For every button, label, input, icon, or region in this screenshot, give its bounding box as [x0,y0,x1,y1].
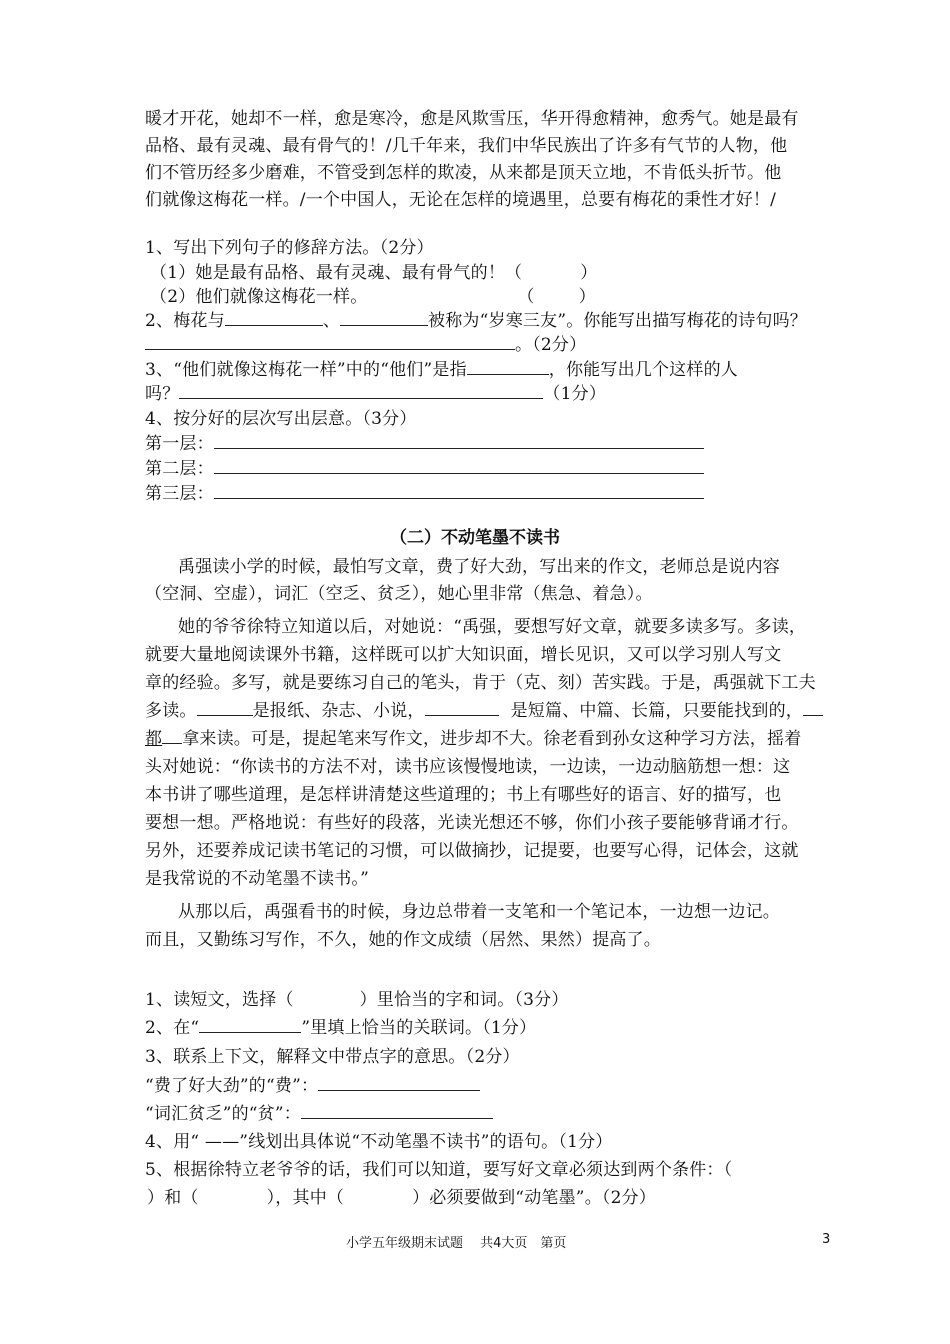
question-text: ）和（ [147,1188,199,1208]
question-text: “费了好大劲”的“费”： [145,1076,319,1096]
fill-blank[interactable] [803,701,823,716]
question-2 [145,306,807,331]
passage-text: 多读。 [145,701,197,721]
question-text: ），其中（ [266,1188,345,1208]
passage-2-line [145,724,801,749]
passage-2-line: 章的经验。多写，就是要练习自己的笔头，肯于（克、刻）苦实践。于是，禹强就下工夫 [145,673,816,693]
bracket-open: （ [517,287,535,307]
bracket-close: ） [578,287,596,307]
question-text: ）里恰当的字和词。（3分） [359,990,569,1010]
question-3-cont [145,379,606,404]
question-4: 4、按分好的层次写出层意。（3分） [145,409,417,429]
question-text: 2、梅花与 [145,311,225,331]
passage-1-line: 暖才开花，她却不一样，愈是寒冷，愈是风欺雪压，华开得愈精神，愈秀气。她是最有 [145,109,799,129]
question-text: （1分） [543,384,607,404]
question-text: 2、在“ [145,1018,200,1038]
passage-text: 拿来读。可是，提起笔来写作文，进步却不大。徐老看到孙女这种学习方法，摇着 [182,729,802,749]
passage-2-line: 就要大量地阅读课外书籍，这样既可以扩大知识面，增长见识，又可以学习别人写文 [145,645,782,665]
layer-label: 第三层： [145,484,214,504]
layer-2-row [145,454,704,479]
question-2-1 [145,985,569,1010]
passage-text: 是短篇、中篇、长篇，只要能找到的， [510,701,804,721]
answer-blank[interactable] [318,1076,480,1091]
fill-blank[interactable] [199,1018,301,1033]
question-1-item-1 [150,258,597,283]
fill-blank[interactable] [425,701,499,716]
layer-label: 第一层： [145,434,214,454]
question-2-4: 4、用“ ——”线划出具体说“不动笔墨不读书”的语句。（1分） [145,1132,613,1152]
passage-2-line: 是我常说的不动笔墨不读书。” [145,869,369,889]
question-2-3-item-2 [145,1099,493,1124]
passage-2-line [145,696,823,721]
question-text: “词汇贫乏”的“贫”： [145,1104,301,1124]
fill-blank[interactable] [162,729,182,744]
bracket-close: ） [580,263,598,283]
answer-blank[interactable] [145,335,515,350]
passage-2-line: 另外，还要养成记读书笔记的习惯，可以做摘抄，记提要，也要写心得，记体会，这就 [145,841,799,861]
passage-2-line: （空洞、空虚），词汇（空乏、贫乏），她心里非常（焦急、着急）。 [145,584,653,604]
question-2-2 [145,1013,536,1038]
question-text: （1）她是最有品格、最有灵魂、最有骨气的！（ [150,263,523,283]
passage-2-line: 要想一想。严格地说：有些好的段落，光读光想还不够，你们小孩子要能够背诵才行。 [145,813,799,833]
question-text: （2）他们就像这梅花一样。 [150,287,368,307]
passage-1-line: 品格、最有灵魂、最有骨气的！/几千年来，我们中华民族出了许多有气节的人物，他 [145,136,788,156]
answer-blank[interactable] [467,360,549,375]
question-3 [145,355,738,380]
underlined-word: 都 [145,729,163,749]
passage-2-line: 禹强读小学的时候，最怕写文章，费了好大劲，写出来的作文，老师总是说内容 [178,557,780,577]
passage-2-line: 她的爷爷徐特立知道以后，对她说：“禹强，要想写好文章，就要多读多写。多读， [178,617,807,637]
answer-blank[interactable] [214,459,704,474]
answer-blank[interactable] [214,484,704,499]
fill-blank[interactable] [197,701,253,716]
question-2-3-item-1 [145,1071,480,1096]
section-2-title: （二）不动笔墨不读书 [390,528,560,548]
layer-label: 第二层： [145,459,214,479]
question-text: 3、“他们就像这梅花一样”中的“他们”是指 [145,360,467,380]
passage-1-line: 们不管历经多少磨难，不管受到怎样的欺凌，从来都是顶天立地，不肯低头折节。他 [145,163,782,183]
question-2-5-cont [145,1183,656,1208]
answer-blank[interactable] [340,311,428,326]
question-text: 。（2分） [515,335,587,355]
question-2-cont [145,330,586,355]
question-text: ”里填上恰当的关联词。（1分） [301,1018,537,1038]
question-text: 吗？ [145,384,180,404]
passage-2-line: 头对她说：“你读书的方法不对，读书应该慢慢地读，一边读，一边动脑筋想一想：这 [145,757,791,777]
passage-1-line: 们就像这梅花一样。/一个中国人，无论在怎样的境遇里，总要有梅花的秉性才好！/ [145,190,777,210]
question-2-3: 3、联系上下文，解释文中带点字的意思。（2分） [145,1047,520,1067]
passage-2-line: 从那以后，禹强看书的时候，身边总带着一支笔和一个笔记本，一边想一边记。 [178,902,780,922]
question-2-5: 5、根据徐特立老爷爷的话，我们可以知道，要写好文章必须达到两个条件：（ [145,1160,733,1180]
page-number: 3 [822,1232,831,1247]
answer-blank[interactable] [225,311,323,326]
passage-2-line: 本书讲了哪些道理，是怎样讲清楚这些道理的；书上有哪些好的语言、好的描写，也 [145,785,782,805]
question-text: 1、读短文，选择（ [145,990,294,1010]
page-footer: 小学五年级期末试题 共4大页 第页 [346,1236,567,1251]
question-text: ）必须要做到“动笔墨”。（2分） [412,1188,657,1208]
layer-3-row [145,479,704,504]
layer-1-row [145,429,704,454]
passage-text: 是报纸、杂志、小说， [252,701,425,721]
question-1: 1、写出下列句子的修辞方法。（2分） [145,238,434,258]
answer-blank[interactable] [301,1104,493,1119]
question-text: 、 [322,311,341,331]
question-text: ，你能写出几个这样的人 [548,360,738,380]
passage-2-line: 而且，又勤练习写作，不久，她的作文成绩（居然、果然）提高了。 [145,930,661,950]
question-text: 被称为“岁寒三友”。你能写出描写梅花的诗句吗？ [428,311,808,331]
answer-blank[interactable] [179,384,543,399]
answer-blank[interactable] [214,434,704,449]
question-1-item-2 [150,282,596,307]
